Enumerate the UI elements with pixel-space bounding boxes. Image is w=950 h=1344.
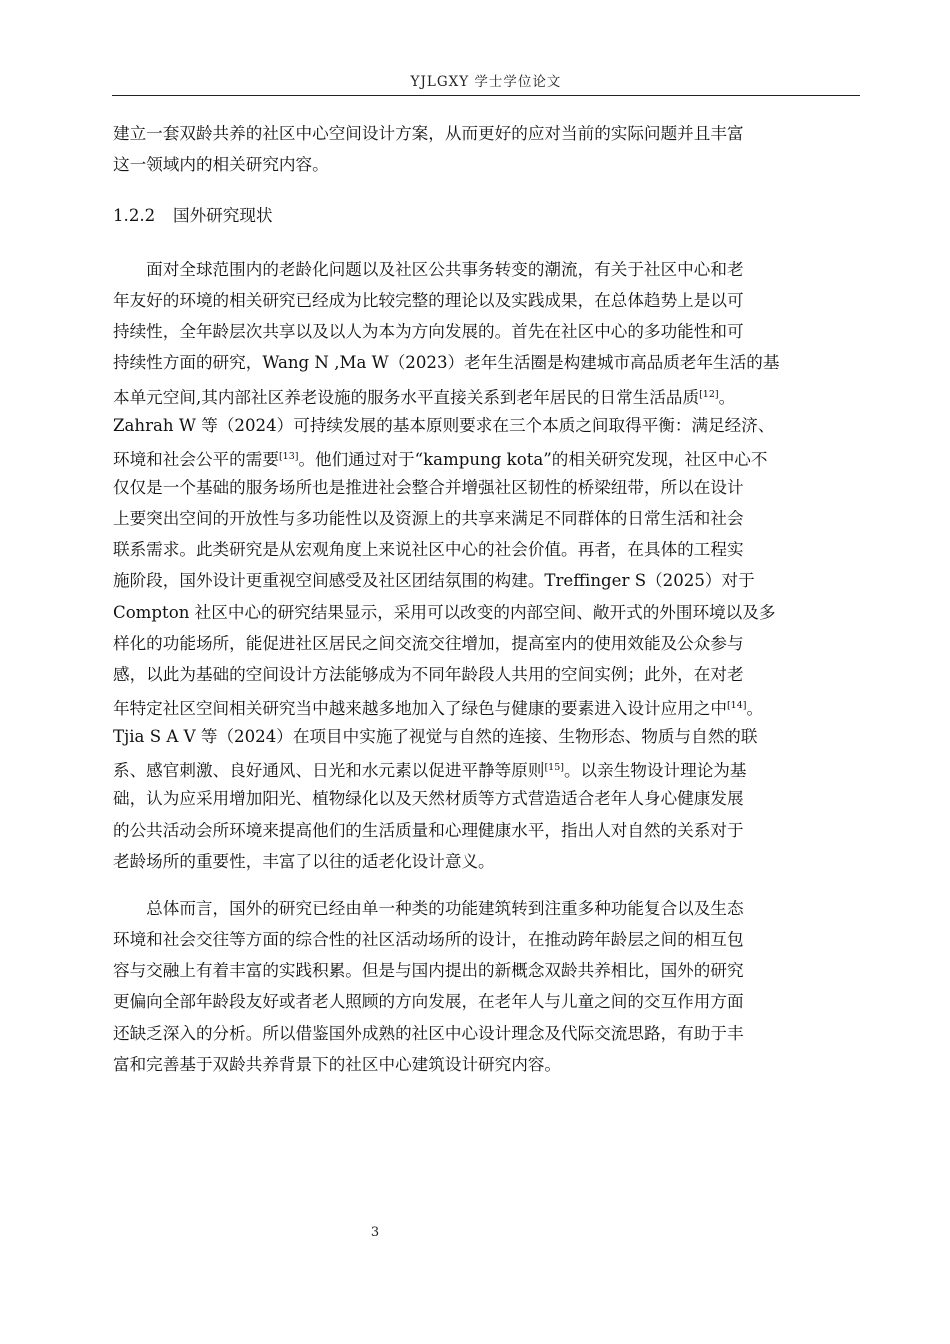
section-title: 国外研究现状 <box>173 206 273 225</box>
page-header <box>112 71 860 96</box>
text-line: Compton 社区中心的研究结果显示，采用可以改变的内部空间、敞开式的外围环境以及多 <box>113 602 776 622</box>
line-end: 。 <box>746 698 764 718</box>
text-line: 老龄场所的重要性，丰富了以往的适老化设计意义。 <box>113 851 495 871</box>
text-line <box>113 690 861 721</box>
intro-paragraph <box>113 118 861 180</box>
text-line: 础，认为应采用增加阳光、植物绿化以及天然材质等方式营造适合老年人身心健康发展 <box>113 789 744 809</box>
line-end: 。以亲生物设计理论为基 <box>563 761 747 781</box>
line-text: 年特定社区空间相关研究当中越来越多地加入了绿色与健康的要素进入设计应用之中 <box>113 698 727 718</box>
text-line: 建立一套双龄共养的社区中心空间设计方案，从而更好的应对当前的实际问题并且丰富 <box>113 124 744 143</box>
header-title: YJLGXY 学士学位论文 <box>410 74 562 90</box>
line-text: 环境和社会公平的需要 <box>113 449 279 469</box>
text-line: 施阶段，国外设计更重视空间感受及社区团结氛围的构建。Treffinger S（2025）对于 <box>113 571 755 591</box>
citation-15: [15] <box>544 762 564 774</box>
text-line: 环境和社会交往等方面的综合性的社区活动场所的设计，在推动跨年龄层之间的相互包 <box>113 930 744 950</box>
line-text: 系、感官刺激、良好通风、日光和水元素以促进平静等原则 <box>113 761 545 781</box>
text-line <box>113 441 861 472</box>
text-line: 容与交融上有着丰富的实践积累。但是与国内提出的新概念双龄共养相比，国外的研究 <box>113 961 744 981</box>
text-line: 的公共活动会所环境来提高他们的生活质量和心理健康水平，指出人对自然的关系对于 <box>113 820 744 840</box>
text-line: 总体而言，国外的研究已经由单一种类的功能建筑转到注重多种功能复合以及生态 <box>113 899 744 918</box>
text-line: 这一领域内的相关研究内容。 <box>113 155 329 175</box>
text-line: 联系需求。此类研究是从宏观角度上来说社区中心的社会价值。再者，在具体的工程实 <box>113 540 744 560</box>
text-line: 年友好的环境的相关研究已经成为比较完整的理论以及实践成果，在总体趋势上是以可 <box>113 291 744 311</box>
text-line: Zahrah W 等（2024）可持续发展的基本原则要求在三个本质之间取得平衡：满足经济、 <box>113 415 775 435</box>
section-heading <box>113 204 273 228</box>
text-line: 上要突出空间的开放性与多功能性以及资源上的共享来满足不同群体的日常生活和社会 <box>113 509 744 529</box>
text-line: 更偏向全部年龄段友好或者老人照顾的方向发展，在老年人与儿童之间的交互作用方面 <box>113 992 744 1012</box>
text-line: 持续性方面的研究，Wang N ,Ma W（2023）老年生活圈是构建城市高品质老年生活的基 <box>113 353 780 373</box>
section-number: 1.2.2 <box>113 206 156 225</box>
text-line: 样化的功能场所，能促进社区居民之间交流交往增加，提高室内的使用效能及公众参与 <box>113 633 744 653</box>
page-number: 3 <box>370 1225 380 1240</box>
citation-12: [12] <box>699 388 719 400</box>
text-line: Tjia S A V 等（2024）在项目中实施了视觉与自然的连接、生物形态、物质与自然的联 <box>113 727 758 747</box>
citation-14: [14] <box>726 699 747 711</box>
text-line: 富和完善基于双龄共养背景下的社区中心建筑设计研究内容。 <box>113 1054 562 1074</box>
citation-13: [13] <box>278 450 299 462</box>
text-line <box>113 379 861 410</box>
line-end: 。 <box>718 387 736 407</box>
text-line: 持续性，全年龄层次共享以及以人为本为方向发展的。首先在社区中心的多功能性和可 <box>113 322 744 342</box>
text-line: 还缺乏深入的分析。所以借鉴国外成熟的社区中心设计理念及代际交流思路，有助于丰 <box>113 1023 744 1043</box>
paragraph-1 <box>113 254 861 877</box>
text-line: 感，以此为基础的空间设计方法能够成为不同年龄段人共用的空间实例；此外，在对老 <box>113 664 744 684</box>
text-line: 面对全球范围内的老龄化问题以及社区公共事务转变的潮流，有关于社区中心和老 <box>113 260 744 279</box>
line-text: 本单元空间,其内部社区养老设施的服务水平直接关系到老年居民的日常生活品质 <box>113 387 700 407</box>
paragraph-2 <box>113 893 861 1080</box>
text-line: 仅仅是一个基础的服务场所也是推进社会整合并增强社区韧性的桥梁纽带，所以在设计 <box>113 477 744 497</box>
text-line <box>113 752 861 783</box>
line-end: 。他们通过对于“kampung kota”的相关研究发现，社区中心不 <box>298 449 768 469</box>
